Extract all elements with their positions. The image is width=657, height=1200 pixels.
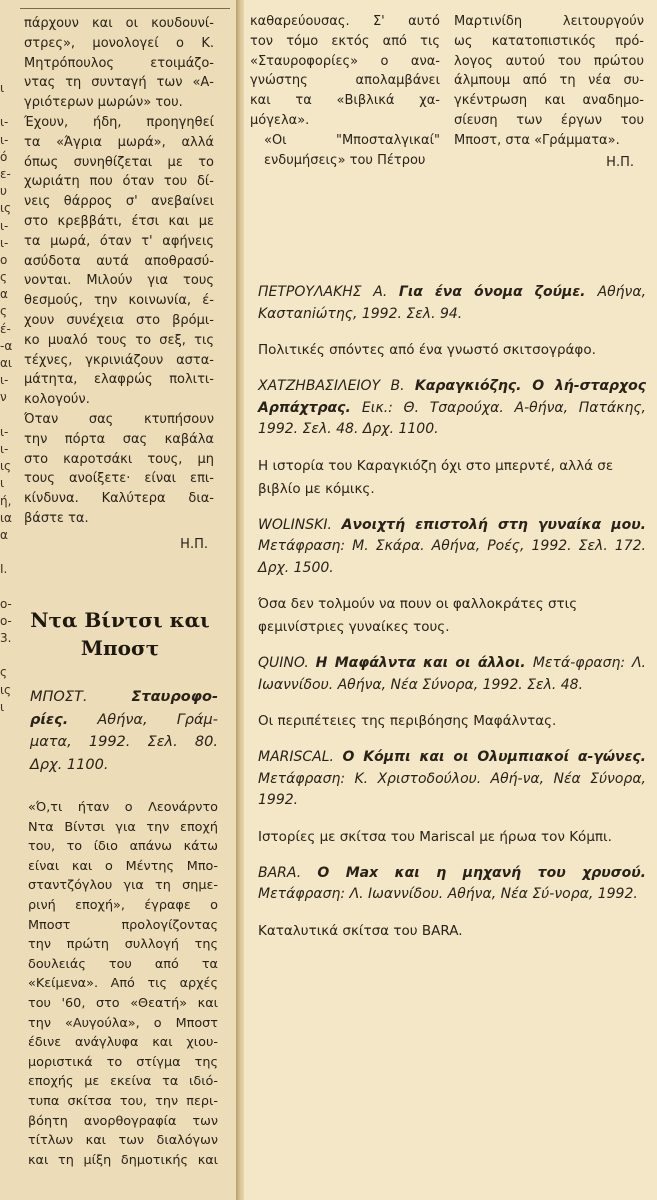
review-author: ΠΕΤΡΟΥΛΑΚΗΣ Α. [258, 284, 399, 300]
text-line: κίνδυνα. Καλύτερα δια- [24, 491, 214, 507]
text-line: μοριστικά το στίγμα της [28, 1054, 218, 1070]
top-rule [20, 8, 230, 9]
text-line: ντας τη συνταγή των «Α- [24, 75, 214, 91]
text-line: του '60, στο «Θεατή» και [28, 995, 218, 1011]
review-details: Μετάφραση: Μ. Σκάρα. Αθήνα, Ροές, 1992. Σελ. 172. Δρχ. 1500. [258, 538, 646, 576]
review-description: Η ιστορία του Καραγκιόζη όχι στο μπερντέ, αλλά σε βιβλίο με κόμικς. [258, 457, 614, 497]
review-title: Ο Κόμπι και οι Ολυμπιακοί α-γώνες. [342, 749, 647, 765]
text-line: τα «Άγρια μωρά», αλλά [24, 134, 214, 150]
text-line: Μποστ, στα «Γράμματα». [454, 132, 620, 148]
text-line: πάρχουν και οι κουδουνί- [24, 16, 214, 31]
review-description: Όσα δεν τολμούν να πουν οι φαλλοκράτες στις φεμινίστριες γυναίκες τους. [258, 596, 578, 635]
review-title: Για ένα όνομα ζούμε. [398, 284, 598, 300]
edge-fragment: ι [0, 699, 5, 714]
text-line: και τα «Βιβλικά χα- [250, 93, 440, 109]
text-line: τυπα σκίτσα του, την περι- [28, 1093, 218, 1109]
review-entry [258, 515, 646, 640]
review-description: Καταλυτικά σκίτσα του BARA. [258, 922, 463, 939]
right-column-1 [250, 12, 440, 170]
citation-author: ΜΠΟΣΤ. [30, 689, 88, 705]
book-reviews [258, 282, 646, 957]
text-line: ρινή εποχή», έγραφε ο [28, 897, 218, 913]
text-line: βόητη ανορθογραφία των [28, 1113, 218, 1129]
text-line: γκέντρωση και αναδημο- [454, 93, 644, 109]
right-column-2 [454, 12, 644, 172]
text-line: τα μωρά, όταν τ' αφήνεις [24, 233, 214, 249]
review-author: WOLINSKI. [258, 516, 342, 533]
text-line: δουλειάς του από τα [28, 956, 218, 972]
review-title: Ανοιχτή επιστολή στη γυναίκα μου. [341, 516, 646, 533]
edge-fragment: ις [0, 459, 12, 474]
text-line: την πρώτη συλλογή της [28, 937, 218, 953]
left-edge-fragments [0, 0, 14, 1200]
text-line: μόγελα». [250, 112, 310, 128]
edge-fragment: ια [0, 510, 12, 525]
text-line: τους ανοίξετε· είναι επι- [24, 471, 214, 487]
text-line: εποχής με εκείνα τα ιδιό- [28, 1074, 218, 1090]
review-entry [258, 282, 646, 362]
text-line: «Ό,τι ήταν ο Λεονάρντο [28, 800, 218, 815]
text-line: στο κρεββάτι, έτσι και με [24, 213, 214, 229]
review-title: Καραγκιόζης. Ο λή-σταρχος Αρπάχτρας. [258, 378, 646, 416]
text-line: «Κείμενα». Από τις αρχές [28, 976, 218, 992]
edge-fragment: Ι. [0, 562, 8, 577]
review-author: QUINO. [258, 655, 316, 671]
text-line: γνώστης απολαμβάνει [250, 73, 440, 89]
edge-fragment [0, 578, 14, 595]
edge-fragment: ο [0, 252, 8, 267]
text-line: όπως συνηθίζεται με το [24, 154, 214, 170]
edge-fragment: ι- [0, 218, 9, 233]
text-line: καθαρεύουσας. Σ' αυτό [250, 14, 440, 29]
text-line: τον τόμο εκτός από τις [250, 33, 440, 49]
edge-fragment: ι- [0, 424, 9, 439]
edge-fragment: ο- [0, 596, 12, 611]
review-entry [258, 863, 646, 943]
text-line: ως κατατοπιστικός πρό- [454, 33, 644, 49]
edge-fragment: αι [0, 356, 12, 370]
review-entry [258, 747, 646, 849]
review-details: Μετά-φραση: Λ. Ιωαννίδου. Αθήνα, Νέα Σύνορα, 1992. Σελ. 48. [258, 655, 646, 693]
edge-fragment: ι- [0, 235, 9, 250]
text-line: χωριάτη που όταν του δί- [24, 174, 214, 190]
edge-fragment: ς [0, 665, 8, 680]
review-citation [258, 863, 646, 906]
review-details: Μετάφραση: Λ. Ιωαννίδου. Αθήνα, Νέα Σύ-νορα, 1992. [258, 886, 638, 902]
text-line: έδινε ανάγλυφα και χιου- [28, 1035, 218, 1051]
citation-title: Σταυροφο- [131, 689, 218, 705]
text-line: σταντζόγλου για τη σημε- [28, 878, 218, 894]
article-heading: Ντα Βίντσι και Μποστ [30, 608, 210, 660]
review-details: Μετάφραση: Κ. Χριστοδούλου. Αθή-να, Νέα Σύνορα, 1992. [258, 770, 646, 808]
text-line: είναι και ο Μέντης Μπο- [28, 858, 218, 874]
article-body [28, 798, 218, 1170]
review-citation [258, 282, 646, 325]
text-line: άλμπουμ από τη νέα συ- [454, 73, 644, 89]
text-line: λογος αυτού του πρώτου [454, 53, 644, 69]
edge-fragment: ι [0, 81, 5, 95]
edge-fragment: α [0, 527, 8, 542]
edge-fragment [0, 407, 14, 424]
review-description: Οι περιπέτειες της περιβόησης Μαφάλντας. [258, 713, 557, 729]
text-line: ασύδοτα αυτά αποθρασύ- [24, 253, 214, 269]
review-description: Ιστορίες με σκίτσα του Mariscal με ήρωα τον Κόμπι. [258, 828, 612, 845]
text-line: Έχουν, ήδη, προηγηθεί [24, 114, 214, 130]
text-line: Ντα Βίντσι για την εποχή [28, 819, 218, 835]
left-column-top [24, 14, 214, 555]
edge-fragment: α [0, 287, 8, 302]
signature-right: Η.Π. [606, 154, 634, 170]
edge-fragment [0, 97, 14, 114]
text-line: την «Αυγούλα», ο Μποστ [28, 1015, 218, 1031]
text-line: νεις θάρρος σ' ανεβαίνει [24, 194, 214, 210]
edge-fragment: ις [0, 201, 12, 216]
edge-fragment [0, 544, 14, 561]
text-line: και τη μίξη δημοτικής και [28, 1152, 218, 1168]
text-line: μάτητα, ελαφρώς πολιτι- [24, 372, 214, 388]
review-citation [258, 376, 646, 441]
review-details: Αθήνα, Κασταniώτης, 1992. Σελ. 94. [258, 284, 647, 322]
review-entry [258, 653, 646, 733]
review-description: Πολιτικές σπόντες από ένα γνωστό σκιτσογράφο. [258, 342, 596, 358]
book-citation: ΜΠΟΣΤ. Σταυροφο- ρίες. Αθήνα, Γράμ- ματα, 1992. Σελ. 80. Δρχ. 1100. [30, 689, 218, 773]
signature: Η.Π. [180, 536, 208, 552]
text-line: Μαρτινίδη λειτουργούν [454, 14, 644, 29]
review-title: Η Μαφάλντα και οι άλλοι. [315, 655, 533, 671]
review-title: Ο Max και η μηχανή του χρυσού. [317, 864, 646, 881]
text-line: τέχνες, γκρινιάζουν αστα- [24, 352, 214, 368]
text-line: γριότερων μωρών» του. [24, 95, 183, 111]
text-line: Μητρόπουλος ετοιμάζο- [24, 55, 214, 71]
edge-fragment: έ- [0, 321, 11, 336]
text-line: ενδυμήσεις» του Πέτρου [264, 152, 426, 168]
text-line: στρες», μονολογεί ο Κ. [24, 35, 214, 51]
edge-fragment: ς [0, 304, 8, 319]
edge-fragment: ν [0, 390, 7, 405]
review-citation [258, 653, 646, 696]
text-line: κο μυαλό τους το σεξ, τις [24, 332, 214, 348]
text-line: «Οι "Μποσταλγικαί" [264, 132, 440, 148]
review-details: Εικ.: Θ. Τσαρούχα. Α-θήνα, Πατάκης, 1992. Σελ. 48. Δρχ. 1100. [258, 399, 646, 437]
text-line: στο καροτσάκι τους, μη [24, 451, 214, 467]
edge-fragment: ή, [0, 493, 12, 508]
text-line: Όταν σας κτυπήσουν [24, 411, 214, 427]
right-page [244, 0, 657, 1200]
text-line: σίευση των έργων του [454, 112, 644, 128]
edge-fragment: ι- [0, 132, 9, 147]
edge-fragment: ι- [0, 441, 9, 456]
text-line: θεσμούς, την κοινωνία, έ- [24, 293, 214, 309]
edge-fragment: 3. [0, 631, 12, 645]
left-page [0, 0, 237, 1200]
edge-fragment: ς [0, 270, 8, 285]
review-citation [258, 747, 646, 812]
edge-fragment: υ [0, 184, 7, 199]
review-citation [258, 515, 646, 580]
edge-fragment [0, 647, 14, 664]
text-line: τίτλων και των διαλόγων [28, 1133, 218, 1149]
edge-fragment: ι [0, 476, 5, 491]
text-line: κολογούν. [24, 392, 90, 408]
review-author: MARISCAL. [258, 749, 343, 765]
edge-fragment: ε- [0, 166, 11, 181]
edge-fragment: ι- [0, 115, 9, 130]
text-line: του, το ίδιο απάνω κάτω [28, 839, 218, 855]
text-line: βάστε τα. [24, 510, 89, 526]
review-author: ΧΑΤΖΗΒΑΣΙΛΕΙΟΥ Β. [258, 378, 415, 394]
edge-fragment: ο- [0, 613, 12, 628]
edge-fragment: ό [0, 149, 8, 164]
edge-fragment: -α [0, 338, 13, 353]
text-line: Μποστ προλογίζοντας [28, 917, 218, 933]
text-line: «Σταυροφορίες» ο ανα- [250, 53, 440, 69]
text-line: νονται. Μιλούν για τους [24, 273, 214, 289]
review-entry [258, 376, 646, 501]
text-line: την πόρτα σας καβάλα [24, 431, 214, 447]
edge-fragment: ις [0, 682, 12, 697]
review-author: BARA. [258, 864, 318, 881]
text-line: χουν συνέχεια στο βρόμι- [24, 312, 214, 328]
edge-fragment: ι- [0, 373, 9, 388]
